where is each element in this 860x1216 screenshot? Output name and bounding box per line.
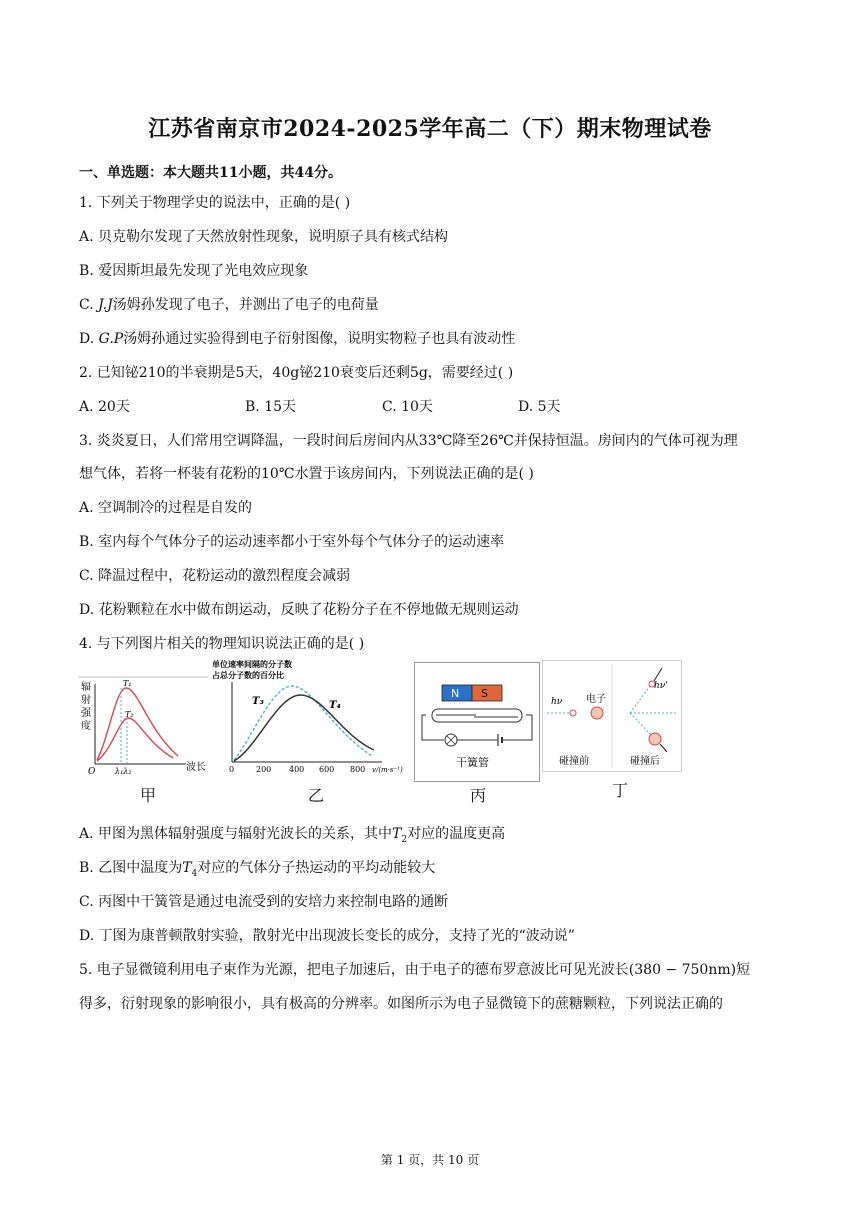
figure-reed-switch	[414, 662, 540, 782]
q4-option-b	[79, 857, 435, 879]
fig4-caption: 丁	[611, 781, 628, 800]
figure-blackbody	[78, 660, 208, 778]
fig1-ylabel-1: 辐	[81, 682, 91, 693]
fig3-caption: 丙	[469, 786, 486, 805]
q1-c-text: 汤姆孙发现了电子，并测出了电子的电荷量	[112, 297, 379, 313]
q3-stem-line2: 想气体，若将一杯装有花粉的10℃水置于该房间内，下列说法正确的是( )	[79, 466, 534, 482]
fig2-tick-0: 0	[229, 765, 235, 774]
q1-option-b: B. 爱因斯坦最先发现了光电效应现象	[79, 263, 309, 279]
q4-a-text: A. 甲图为黑体辐射强度与辐射光波长的关系，其中	[79, 826, 393, 842]
fig1-label-t1: T₁	[123, 679, 132, 688]
q4-b-text-end: 对应的气体分子热运动的平均动能较大	[197, 860, 436, 876]
q1-d-prefix: D.	[79, 331, 99, 347]
fig4-electron-before	[591, 707, 603, 719]
fig3-caption-label: 干簧管	[456, 756, 489, 769]
q2-option-b: B. 15天	[245, 399, 297, 415]
q1-d-text: 汤姆孙通过实验得到电子衍射图像，说明实物粒子也具有波动性	[123, 331, 516, 347]
q4-stem: 4. 与下列图片相关的物理知识说法正确的是( )	[79, 636, 365, 652]
q3-option-a: A. 空调制冷的过程是自发的	[79, 500, 253, 516]
figure-speed-distribution	[212, 658, 404, 778]
q4-option-c: C. 丙图中干簧管是通过电流受到的安培力来控制电路的通断	[79, 894, 449, 910]
q5-stem-line1: 5. 电子显微镜利用电子束作为光源，把电子加速后，由于电子的德布罗意波比可见光波长(380 − 750nm)短	[79, 962, 751, 978]
page-title: 江苏省南京市2024-2025学年高二（下）期末物理试卷	[148, 116, 712, 142]
fig2-label-t3: T₃	[252, 696, 264, 707]
q3-option-d: D. 花粉颗粒在水中做布朗运动，反映了花粉分子在不停地做无规则运动	[79, 602, 519, 618]
q2-option-d: D. 5天	[518, 399, 561, 415]
fig4-hv2-label: hν'	[654, 681, 668, 691]
q4-a-symbol: T	[392, 826, 402, 842]
q4-option-d: D. 丁图为康普顿散射实验，散射光中出现波长变长的成分，支持了光的“波动说”	[79, 928, 575, 944]
q3-option-b: B. 室内每个气体分子的运动速率都小于室外每个气体分子的运动速率	[79, 534, 505, 550]
fig4-before-label: 碰撞前	[559, 756, 589, 767]
q4-b-symbol: T	[182, 860, 192, 876]
q1-option-d	[79, 328, 515, 348]
q1-c-prefix: C.	[79, 297, 99, 313]
q4-a-subscript: 2	[401, 834, 408, 845]
fig3-label-n: N	[451, 687, 460, 700]
fig1-xlabel: 波长	[186, 762, 206, 773]
fig2-x-unit: v/(m·s⁻¹)	[372, 766, 403, 774]
fig4-hv-label: hν	[551, 697, 563, 707]
q4-option-a	[79, 823, 505, 845]
q1-d-name: G.P	[98, 331, 124, 347]
fig1-ylabel-2: 射	[81, 695, 91, 706]
q2-option-c: C. 10天	[382, 399, 433, 415]
q1-option-c	[79, 294, 379, 314]
fig1-curve-t2	[97, 718, 173, 761]
fig1-lambda-label: λ₁λ₂	[115, 767, 132, 776]
figure-compton	[542, 660, 682, 772]
q4-b-text: B. 乙图中温度为	[79, 860, 183, 876]
q1-option-a: A. 贝克勒尔发现了天然放射性现象，说明原子具有核式结构	[79, 229, 449, 245]
q5-stem-line2: 得多，衍射现象的影响很小，具有极高的分辨率。如图所示为电子显微镜下的蔗糖颗粒，下列说法正确的	[79, 996, 723, 1012]
fig1-ylabel-3: 强	[81, 708, 91, 719]
q1-c-name: J.J	[98, 297, 113, 313]
fig1-ylabel-4: 度	[81, 721, 91, 732]
fig2-tick-600: 600	[319, 765, 335, 774]
q1-stem: 1. 下列关于物理学史的说法中，正确的是( )	[79, 195, 351, 211]
fig4-electron-label: 电子	[586, 694, 606, 705]
q3-option-c: C. 降温过程中，花粉运动的激烈程度会减弱	[79, 568, 351, 584]
fig1-origin: O	[88, 767, 96, 777]
q2-stem: 2. 已知铋210的半衰期是5天，40g铋210衰变后还剩5g，需要经过( )	[79, 365, 514, 381]
q4-a-text-end: 对应的温度更高	[407, 826, 506, 842]
fig4-after-label: 碰撞后	[630, 756, 660, 767]
fig1-label-t2: T₂	[125, 710, 134, 719]
fig2-ylabel-line2: 占总分子数的百分比	[212, 671, 284, 680]
fig3-label-s: S	[481, 687, 488, 700]
fig2-tick-200: 200	[256, 765, 272, 774]
page-footer: 第 1 页，共 10 页	[380, 1153, 480, 1167]
fig1-caption: 甲	[139, 786, 156, 805]
fig2-caption: 乙	[307, 786, 324, 805]
section-heading: 一、单选题：本大题共11小题，共44分。	[79, 165, 342, 181]
fig2-ylabel-line1: 单位速率间隔的分子数	[212, 660, 292, 669]
q3-stem-line1: 3. 炎炎夏日，人们常用空调降温，一段时间后房间内从33℃降至26℃并保持恒温。房间内的气体可视为理	[79, 433, 738, 449]
q4-b-subscript: 4	[191, 868, 198, 879]
q2-option-a: A. 20天	[79, 399, 130, 415]
fig2-tick-400: 400	[289, 765, 305, 774]
fig2-label-t4: T₄	[329, 700, 341, 711]
fig2-tick-800: 800	[350, 765, 366, 774]
